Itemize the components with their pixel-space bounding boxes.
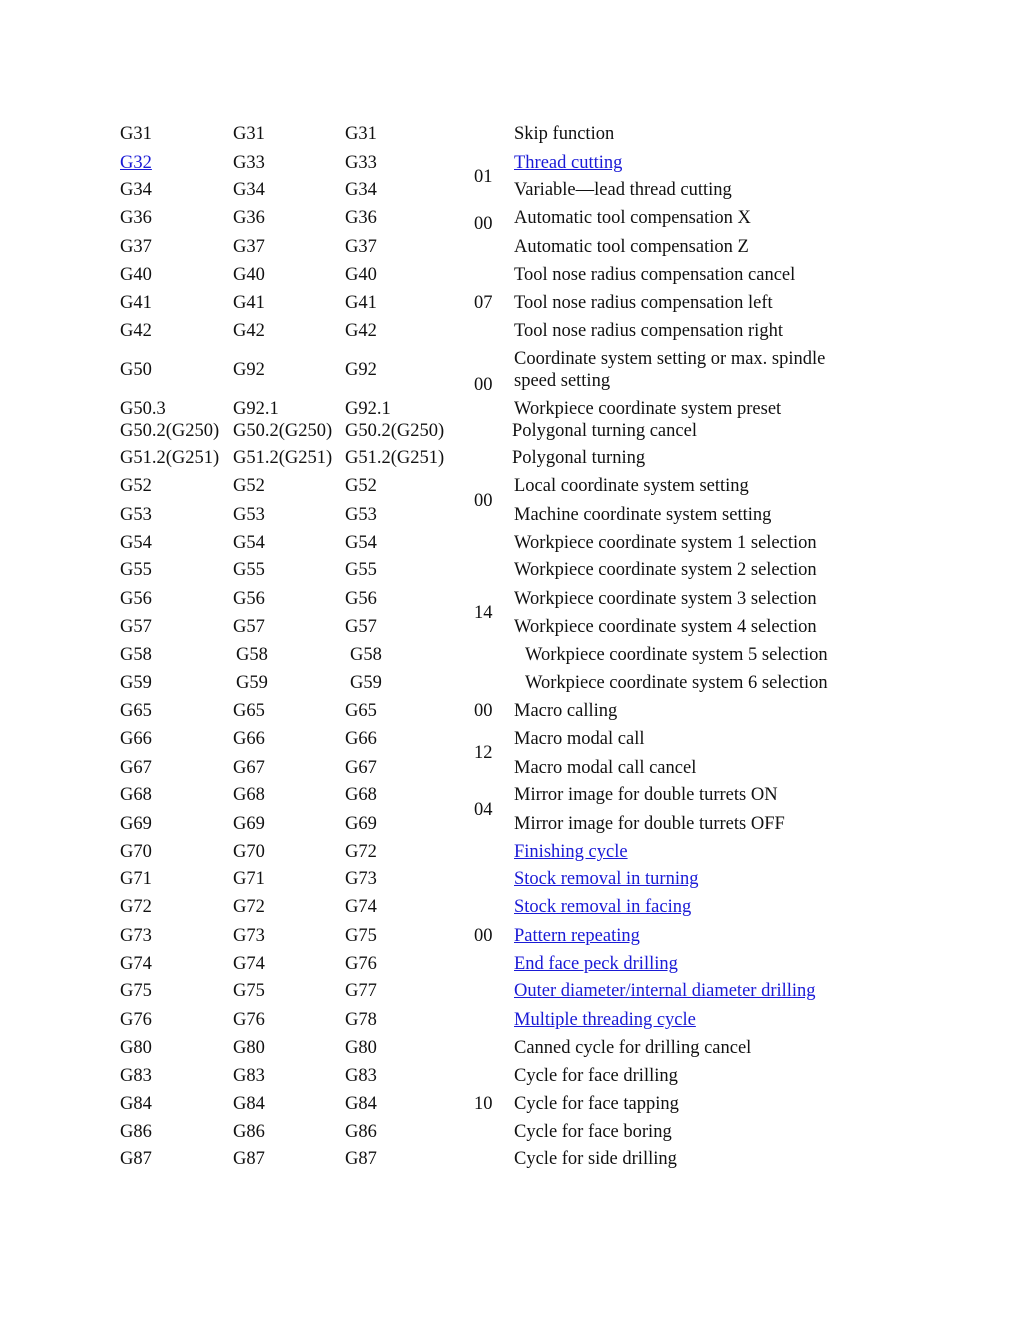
gcode-a-cell: G52 [120, 476, 152, 496]
function-description: Tool nose radius compensation cancel [514, 265, 796, 285]
function-description[interactable]: Outer diameter/internal diameter drilling [514, 981, 816, 1001]
gcode-c-cell: G50.2(G250) [345, 421, 445, 441]
gcode-c-cell: G65 [345, 701, 377, 721]
gcode-c-cell: G54 [345, 533, 377, 553]
gcode-b-cell: G37 [233, 237, 265, 257]
gcode-a-cell: G65 [120, 701, 152, 721]
gcode-b-cell: G71 [233, 869, 265, 889]
gcode-b-cell: G52 [233, 476, 265, 496]
gcode-a-cell: G80 [120, 1038, 152, 1058]
function-description: Macro modal call cancel [514, 758, 697, 778]
gcode-b-cell: G92.1 [233, 399, 279, 419]
gcode-c-cell: G37 [345, 237, 377, 257]
function-description: Polygonal turning [512, 448, 646, 468]
gcode-c-cell: G59 [350, 673, 382, 693]
gcode-c-cell: G57 [345, 617, 377, 637]
gcode-b-cell: G31 [233, 124, 265, 144]
gcode-b-cell: G36 [233, 208, 265, 228]
function-description: Coordinate system setting or max. spindle speed setting [514, 349, 826, 391]
gcode-a-cell: G50.3 [120, 399, 166, 419]
gcode-a-cell: G57 [120, 617, 152, 637]
function-description[interactable]: End face peck drilling [514, 954, 678, 974]
gcode-c-cell: G36 [345, 208, 377, 228]
gcode-a-cell: G70 [120, 842, 152, 862]
gcode-a-cell: G34 [120, 180, 152, 200]
gcode-a-cell: G53 [120, 505, 152, 525]
gcode-a-cell: G54 [120, 533, 152, 553]
gcode-b-cell: G92 [233, 360, 265, 380]
group-number: 07 [474, 293, 493, 313]
gcode-a-cell: G74 [120, 954, 152, 974]
gcode-b-cell: G68 [233, 785, 265, 805]
function-description: Automatic tool compensation X [514, 208, 751, 228]
gcode-b-cell: G65 [233, 701, 265, 721]
function-description[interactable]: Stock removal in facing [514, 897, 692, 917]
function-description[interactable]: Finishing cycle [514, 842, 628, 862]
gcode-a-cell: G75 [120, 981, 152, 1001]
function-description: Machine coordinate system setting [514, 505, 772, 525]
gcode-b-cell: G72 [233, 897, 265, 917]
gcode-a-cell: G72 [120, 897, 152, 917]
gcode-a-cell: G41 [120, 293, 152, 313]
gcode-c-cell: G77 [345, 981, 377, 1001]
gcode-c-cell: G42 [345, 321, 377, 341]
gcode-c-cell: G78 [345, 1010, 377, 1030]
gcode-c-cell: G41 [345, 293, 377, 313]
gcode-b-cell: G86 [233, 1122, 265, 1142]
gcode-a-cell: G55 [120, 560, 152, 580]
function-description: Macro modal call [514, 729, 645, 749]
gcode-b-cell: G75 [233, 981, 265, 1001]
function-description[interactable]: Stock removal in turning [514, 869, 699, 889]
function-description: Skip function [514, 124, 615, 144]
gcode-a-cell: G73 [120, 926, 152, 946]
gcode-c-cell: G56 [345, 589, 377, 609]
gcode-a-cell: G67 [120, 758, 152, 778]
group-number: 00 [474, 926, 493, 946]
gcode-c-cell: G74 [345, 897, 377, 917]
gcode-b-cell: G83 [233, 1066, 265, 1086]
gcode-a-cell[interactable]: G32 [120, 153, 152, 173]
gcode-b-cell: G73 [233, 926, 265, 946]
function-description: Workpiece coordinate system 2 selection [514, 560, 817, 580]
function-description: Mirror image for double turrets OFF [514, 814, 785, 834]
gcode-c-cell: G58 [350, 645, 382, 665]
gcode-c-cell: G75 [345, 926, 377, 946]
function-description: Tool nose radius compensation right [514, 321, 783, 341]
gcode-c-cell: G67 [345, 758, 377, 778]
function-description: Cycle for face boring [514, 1122, 672, 1142]
gcode-a-cell: G84 [120, 1094, 152, 1114]
gcode-c-cell: G55 [345, 560, 377, 580]
function-description: Local coordinate system setting [514, 476, 749, 496]
function-description: Canned cycle for drilling cancel [514, 1038, 752, 1058]
gcode-c-cell: G31 [345, 124, 377, 144]
gcode-b-cell: G34 [233, 180, 265, 200]
gcode-a-cell: G86 [120, 1122, 152, 1142]
gcode-b-cell: G41 [233, 293, 265, 313]
gcode-b-cell: G69 [233, 814, 265, 834]
gcode-c-cell: G52 [345, 476, 377, 496]
group-number: 01 [474, 167, 493, 187]
gcode-b-cell: G67 [233, 758, 265, 778]
function-description: Cycle for face drilling [514, 1066, 678, 1086]
gcode-c-cell: G69 [345, 814, 377, 834]
gcode-a-cell: G40 [120, 265, 152, 285]
function-description: Workpiece coordinate system 6 selection [525, 673, 828, 693]
function-description: Cycle for side drilling [514, 1149, 677, 1169]
gcode-c-cell: G83 [345, 1066, 377, 1086]
group-number: 04 [474, 800, 493, 820]
gcode-b-cell: G87 [233, 1149, 265, 1169]
gcode-c-cell: G84 [345, 1094, 377, 1114]
gcode-a-cell: G71 [120, 869, 152, 889]
gcode-a-cell: G58 [120, 645, 152, 665]
gcode-b-cell: G76 [233, 1010, 265, 1030]
gcode-b-cell: G66 [233, 729, 265, 749]
gcode-a-cell: G83 [120, 1066, 152, 1086]
gcode-b-cell: G40 [233, 265, 265, 285]
group-number: 12 [474, 743, 493, 763]
function-description: Workpiece coordinate system 5 selection [525, 645, 828, 665]
gcode-c-cell: G72 [345, 842, 377, 862]
gcode-c-cell: G92.1 [345, 399, 391, 419]
gcode-a-cell: G37 [120, 237, 152, 257]
gcode-c-cell: G73 [345, 869, 377, 889]
function-description: Workpiece coordinate system 1 selection [514, 533, 817, 553]
gcode-c-cell: G86 [345, 1122, 377, 1142]
gcode-b-cell: G56 [233, 589, 265, 609]
group-number: 00 [474, 491, 493, 511]
gcode-c-cell: G53 [345, 505, 377, 525]
gcode-a-cell: G50.2(G250) [120, 421, 220, 441]
gcode-a-cell: G87 [120, 1149, 152, 1169]
gcode-b-cell: G50.2(G250) [233, 421, 333, 441]
group-number: 14 [474, 603, 493, 623]
function-description: Tool nose radius compensation left [514, 293, 773, 313]
gcode-b-cell: G53 [233, 505, 265, 525]
gcode-a-cell: G69 [120, 814, 152, 834]
gcode-b-cell: G80 [233, 1038, 265, 1058]
function-description: Cycle for face tapping [514, 1094, 679, 1114]
gcode-a-cell: G42 [120, 321, 152, 341]
gcode-a-cell: G56 [120, 589, 152, 609]
gcode-b-cell: G54 [233, 533, 265, 553]
function-description: Mirror image for double turrets ON [514, 785, 778, 805]
group-number: 00 [474, 214, 493, 234]
gcode-b-cell: G55 [233, 560, 265, 580]
function-description: Automatic tool compensation Z [514, 237, 749, 257]
gcode-b-cell: G74 [233, 954, 265, 974]
gcode-a-cell: G51.2(G251) [120, 448, 220, 468]
gcode-b-cell: G42 [233, 321, 265, 341]
gcode-b-cell: G70 [233, 842, 265, 862]
gcode-b-cell: G84 [233, 1094, 265, 1114]
gcode-c-cell: G87 [345, 1149, 377, 1169]
gcode-a-cell: G50 [120, 360, 152, 380]
function-description: Polygonal turning cancel [512, 421, 697, 441]
gcode-a-cell: G59 [120, 673, 152, 693]
gcode-c-cell: G34 [345, 180, 377, 200]
function-description: Macro calling [514, 701, 618, 721]
gcode-c-cell: G68 [345, 785, 377, 805]
gcode-c-cell: G92 [345, 360, 377, 380]
gcode-a-cell: G36 [120, 208, 152, 228]
gcode-c-cell: G66 [345, 729, 377, 749]
gcode-b-cell: G57 [233, 617, 265, 637]
function-description[interactable]: Thread cutting [514, 153, 623, 173]
gcode-c-cell: G40 [345, 265, 377, 285]
group-number: 00 [474, 375, 493, 395]
function-description: Variable—lead thread cutting [514, 180, 732, 200]
function-description[interactable]: Multiple threading cycle [514, 1010, 696, 1030]
gcode-a-cell: G68 [120, 785, 152, 805]
gcode-b-cell: G58 [236, 645, 268, 665]
group-number: 10 [474, 1094, 493, 1114]
function-description[interactable]: Pattern repeating [514, 926, 640, 946]
gcode-c-cell: G76 [345, 954, 377, 974]
function-description: Workpiece coordinate system preset [514, 399, 782, 419]
gcode-c-cell: G80 [345, 1038, 377, 1058]
gcode-c-cell: G33 [345, 153, 377, 173]
function-description: Workpiece coordinate system 3 selection [514, 589, 817, 609]
gcode-b-cell: G51.2(G251) [233, 448, 333, 468]
function-description: Workpiece coordinate system 4 selection [514, 617, 817, 637]
gcode-b-cell: G59 [236, 673, 268, 693]
gcode-c-cell: G51.2(G251) [345, 448, 445, 468]
gcode-b-cell: G33 [233, 153, 265, 173]
gcode-a-cell: G31 [120, 124, 152, 144]
gcode-a-cell: G66 [120, 729, 152, 749]
gcode-a-cell: G76 [120, 1010, 152, 1030]
group-number: 00 [474, 701, 493, 721]
